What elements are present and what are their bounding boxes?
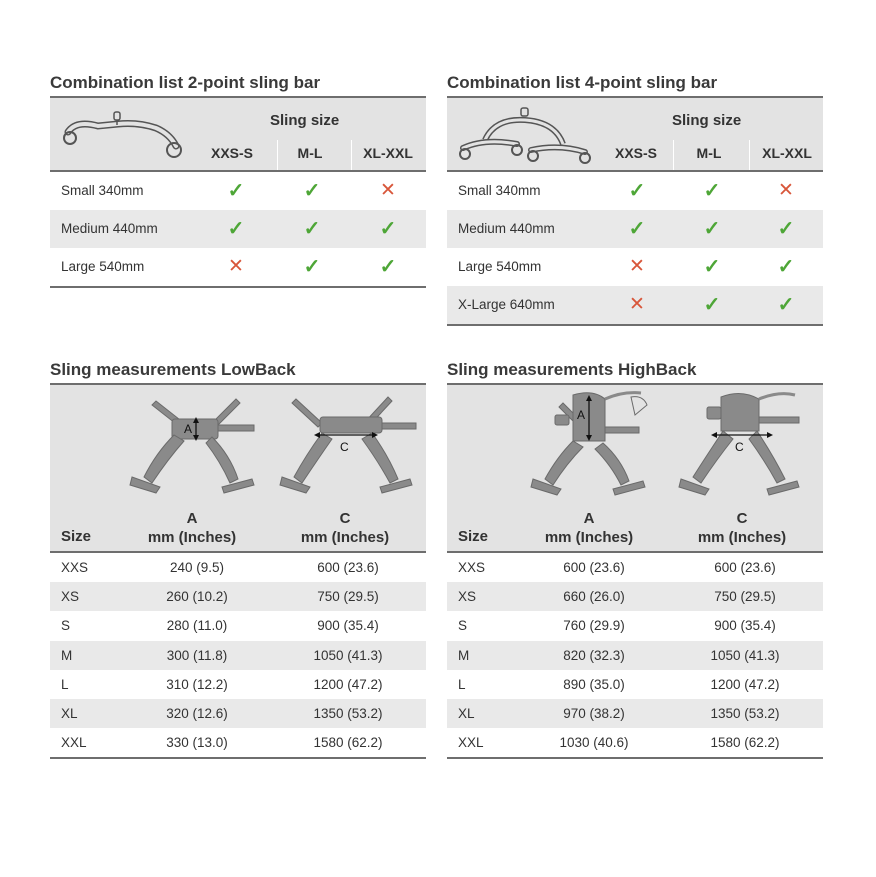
a-cell: 1030 (40.6) [559,735,629,751]
a-cell: 890 (35.0) [563,676,625,692]
table-row [447,248,823,286]
two-point-sling-bar-icon [58,104,188,164]
a-cell: 760 (29.9) [563,618,625,634]
a-cell: 320 (12.6) [166,705,228,721]
size-cell: L [458,676,466,692]
combo-2pt-title: Combination list 2-point sling bar [50,72,426,98]
check-mark-icon: ✓ [227,218,245,240]
col-c-unit: mm (Inches) [697,529,787,546]
table-row [50,582,426,611]
c-cell: 600 (23.6) [317,560,379,575]
table-row [447,641,823,670]
table-row [50,611,426,640]
table-row [50,728,426,757]
size-cell: XL [61,705,78,721]
combo-2pt-sling-size-label: Sling size [270,112,340,129]
a-cell: 970 (38.2) [563,705,625,721]
check-mark-icon: ✓ [303,218,321,240]
lowback-size-header: Size [61,528,92,545]
c-cell: 600 (23.6) [714,560,776,575]
check-mark-icon: ✓ [227,180,245,202]
combo-4pt-col-m-l: M-L [696,145,722,161]
combo-4pt-title: Combination list 4-point sling bar [447,72,823,98]
size-cell: XXL [458,735,484,751]
combo-2pt-panel [50,72,426,288]
highback-header [447,385,823,553]
col-a-letter: A [186,510,198,527]
col-a-unit: mm (Inches) [147,529,237,546]
combo-2pt-col-xxs-s: XXS-S [210,145,253,161]
a-cell: 660 (26.0) [563,589,625,605]
check-mark-icon: ✓ [703,218,721,240]
a-cell: 820 (32.3) [563,647,625,663]
lowback-header [50,385,426,553]
a-cell: 280 (11.0) [166,618,228,634]
table-bottom-rule [447,324,823,326]
lowback-sling-diagram [126,393,426,505]
size-cell: XL [458,705,475,721]
a-cell: 260 (10.2) [166,589,228,605]
cross-mark-icon: ✕ [228,256,244,277]
row-label: Small 340mm [61,183,144,198]
combo-4pt-col-xxs-s: XXS-S [614,145,657,161]
size-cell: XS [458,589,477,605]
check-mark-icon: ✓ [777,218,795,240]
a-cell: 240 (9.5) [169,560,225,575]
col-c-letter: C [339,510,351,527]
cross-mark-icon: ✕ [629,256,645,277]
size-cell: XXS [61,560,89,575]
size-cell: M [458,647,470,663]
check-mark-icon: ✓ [777,256,795,278]
lowback-col-c-header [275,509,415,547]
table-row [447,728,823,757]
check-mark-icon: ✓ [703,180,721,202]
lowback-panel [50,359,426,759]
highback-panel [447,359,823,759]
column-divider [351,140,352,170]
check-mark-icon: ✓ [777,294,795,316]
table-row [447,699,823,728]
lowback-title: Sling measurements LowBack [50,359,426,385]
row-label: Large 540mm [61,259,145,274]
row-label: Medium 440mm [458,221,555,236]
c-cell: 1350 (53.2) [313,705,383,721]
table-bottom-rule [447,757,823,759]
c-cell: 1350 (53.2) [710,705,780,721]
combo-4pt-sling-size-label: Sling size [672,112,742,129]
col-c-unit: mm (Inches) [300,529,390,546]
table-row [447,553,823,582]
table-row [447,582,823,611]
table-row [447,611,823,640]
table-row [50,641,426,670]
combo-4pt-col-xl-xxl: XL-XXL [762,145,812,161]
table-bottom-rule [50,757,426,759]
table-row [447,172,823,210]
dimension-c-label: C [735,440,744,454]
cross-mark-icon: ✕ [629,294,645,315]
check-mark-icon: ✓ [303,256,321,278]
table-row [447,286,823,324]
c-cell: 750 (29.5) [714,589,776,605]
size-cell: S [61,618,71,634]
check-mark-icon: ✓ [303,180,321,202]
check-mark-icon: ✓ [379,256,397,278]
combo-4pt-panel [447,72,823,326]
check-mark-icon: ✓ [703,294,721,316]
four-point-sling-bar-icon [455,104,595,166]
table-row [50,699,426,728]
a-cell: 310 (12.2) [166,676,228,692]
a-cell: 300 (11.8) [166,647,228,663]
table-row [447,210,823,248]
row-label: Small 340mm [458,183,541,198]
table-row [447,670,823,699]
highback-sling-diagram [523,391,823,505]
column-divider [277,140,278,170]
size-cell: XXS [458,560,486,575]
cross-mark-icon: ✕ [778,180,794,201]
combo-2pt-header [50,98,426,172]
check-mark-icon: ✓ [703,256,721,278]
table-row [50,210,426,248]
highback-col-c-header [672,509,812,547]
highback-col-a-header [519,509,659,547]
table-row [50,172,426,210]
table-bottom-rule [50,286,426,288]
c-cell: 750 (29.5) [317,589,379,605]
table-row [50,248,426,286]
row-label: Medium 440mm [61,221,158,236]
check-mark-icon: ✓ [379,218,397,240]
dimension-a-label: A [184,422,193,436]
c-cell: 900 (35.4) [317,618,379,634]
cross-mark-icon: ✕ [380,180,396,201]
c-cell: 1050 (41.3) [710,647,780,663]
size-cell: XXL [61,735,87,751]
combo-4pt-header [447,98,823,172]
size-cell: L [61,676,69,692]
check-mark-icon: ✓ [628,218,646,240]
highback-title: Sling measurements HighBack [447,359,823,385]
a-cell: 330 (13.0) [166,735,228,751]
col-a-letter: A [583,510,595,527]
table-row [50,553,426,582]
combo-2pt-col-m-l: M-L [297,145,323,161]
row-label: X-Large 640mm [458,297,555,312]
table-row [50,670,426,699]
lowback-col-a-header [122,509,262,547]
c-cell: 1050 (41.3) [313,647,383,663]
col-c-letter: C [736,510,748,527]
column-divider [673,140,674,170]
c-cell: 900 (35.4) [714,618,776,634]
check-mark-icon: ✓ [628,180,646,202]
c-cell: 1200 (47.2) [710,676,780,692]
c-cell: 1580 (62.2) [313,735,383,751]
c-cell: 1580 (62.2) [710,735,780,751]
c-cell: 1200 (47.2) [313,676,383,692]
row-label: Large 540mm [458,259,542,274]
combo-2pt-col-xl-xxl: XL-XXL [363,145,413,161]
a-cell: 600 (23.6) [563,560,625,575]
size-cell: S [458,618,468,634]
col-a-unit: mm (Inches) [544,529,634,546]
column-divider [749,140,750,170]
size-cell: M [61,647,73,663]
dimension-c-label: C [340,440,349,454]
highback-size-header: Size [458,528,489,545]
size-cell: XS [61,589,80,605]
dimension-a-label: A [577,408,586,422]
